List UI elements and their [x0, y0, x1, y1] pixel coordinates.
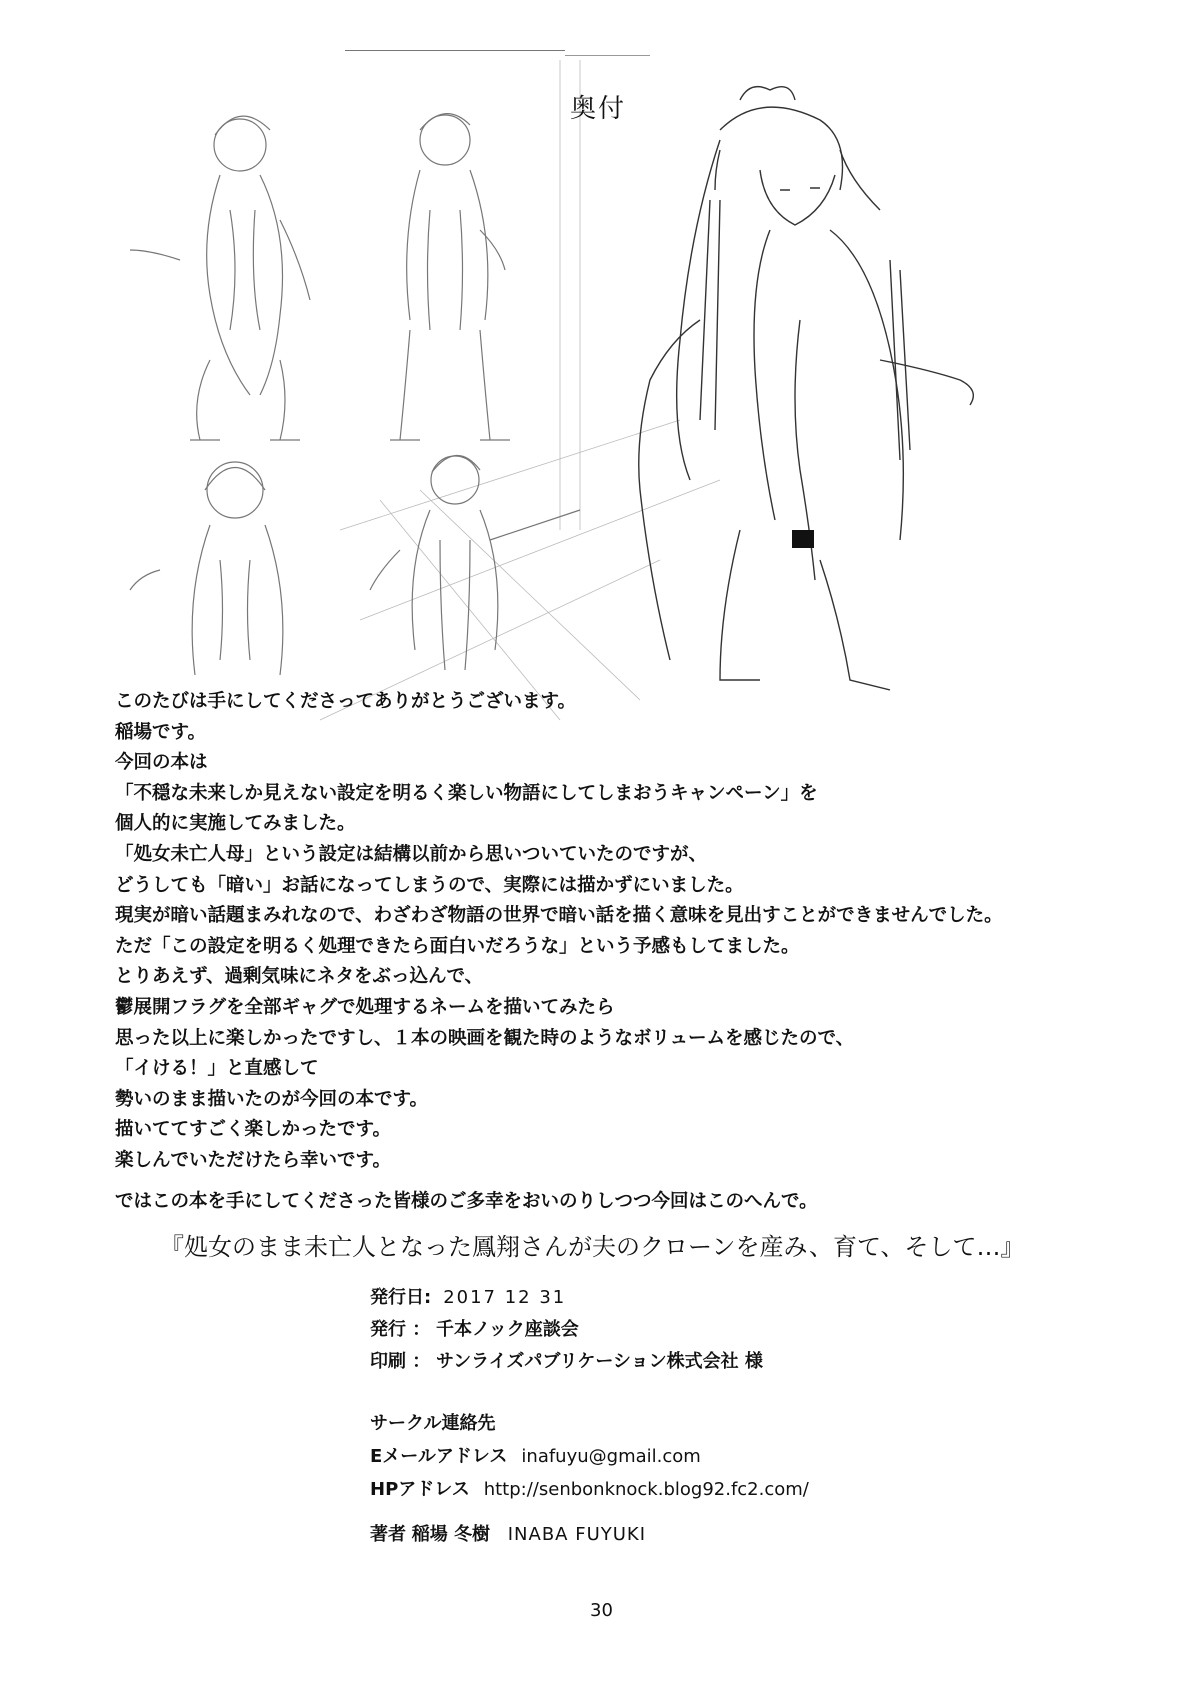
message-line: ただ「この設定を明るく処理できたら面白いだろうな」という予感もしてました。 [115, 935, 800, 957]
message-line: どうしても「暗い」お話になってしまうので、実際には描かずにいました。 [115, 874, 744, 896]
contact-heading: サークル連絡先 [370, 1413, 496, 1434]
printer-row [370, 1346, 763, 1378]
author-name-roman: INABA FUYUKI [507, 1524, 647, 1545]
pencil-sketch-figures-icon [120, 60, 1080, 780]
email-address: inafuyu@gmail.com [521, 1446, 701, 1467]
issue-date: 2017 12 31 [443, 1287, 567, 1308]
sketch-figure-2 [390, 114, 510, 440]
issue-date-row [370, 1282, 763, 1314]
email-row [370, 1440, 809, 1473]
book-title: 『処女のまま未亡人となった鳳翔さんが夫のクローンを産み、育て、そして…』 [160, 1233, 1025, 1261]
message-line: とりあえず、過剰気味にネタをぶっ込んで、 [115, 966, 484, 988]
message-line: 現実が暗い話題まみれなので、わざわざ物語の世界で暗い話を描く意味を見出すことができませんでした。 [115, 905, 1003, 927]
hp-row [370, 1473, 809, 1506]
message-line: 「不穏な未来しか見えない設定を明るく楽しい物語にしてしまおうキャンペーン」を [115, 782, 818, 804]
colophon-details [370, 1282, 763, 1378]
printer-name: サンライズパブリケーション株式会社 様 [436, 1351, 763, 1372]
closing-line: ではこの本を手にしてくださった皆様のご多幸をおいのりしつつ今回はこのへんで。 [115, 1191, 818, 1212]
hp-label: HPアドレス [370, 1479, 470, 1500]
message-line: 「処女未亡人母」という設定は結構以前から思いついていたのですが、 [115, 843, 708, 865]
message-line: 鬱展開フラグを全部ギャグで処理するネームを描いてみたら [115, 996, 615, 1018]
publisher-name: 千本ノック座談会 [436, 1319, 579, 1340]
printer-label: 印刷 ： [370, 1351, 431, 1372]
sketch-figure-3 [130, 462, 283, 675]
circle-contact [370, 1407, 809, 1506]
sketch-figure-5 [639, 87, 974, 690]
message-line: 描いててすごく楽しかったです。 [115, 1119, 392, 1141]
afterword-message [115, 687, 1115, 1177]
page-number: 30 [590, 1600, 613, 1621]
message-line: 稲場です。 [115, 721, 207, 743]
sketch-figure-4 [370, 455, 580, 670]
author-credit [370, 1520, 646, 1546]
message-line: 「イける！」と直感して [115, 1058, 319, 1080]
publisher-label: 発行 ： [370, 1319, 431, 1340]
top-rule-short [565, 55, 650, 56]
message-line: 今回の本は [115, 752, 208, 774]
top-rule [345, 50, 565, 51]
publisher-row [370, 1314, 763, 1346]
page-title: 奥付 [570, 94, 627, 124]
message-line: 思った以上に楽しかったですし、１本の映画を観た時のようなボリュームを感じたので、 [115, 1027, 855, 1049]
message-line: 個人的に実施してみました。 [115, 813, 356, 835]
author-label: 著者 [370, 1524, 406, 1545]
hp-url: http://senbonknock.blog92.fc2.com/ [483, 1479, 809, 1500]
message-line: このたびは手にしてくださってありがとうございます。 [115, 691, 577, 712]
message-line: 楽しんでいただけたら幸いです。 [115, 1149, 392, 1171]
email-label: Eメールアドレス [370, 1446, 508, 1467]
message-line: 勢いのまま描いたのが今回の本です。 [115, 1088, 429, 1110]
issue-date-label: 発行日: [370, 1287, 432, 1308]
author-name: 稲場 冬樹 [411, 1524, 491, 1545]
sketch-figure-1 [130, 116, 310, 440]
